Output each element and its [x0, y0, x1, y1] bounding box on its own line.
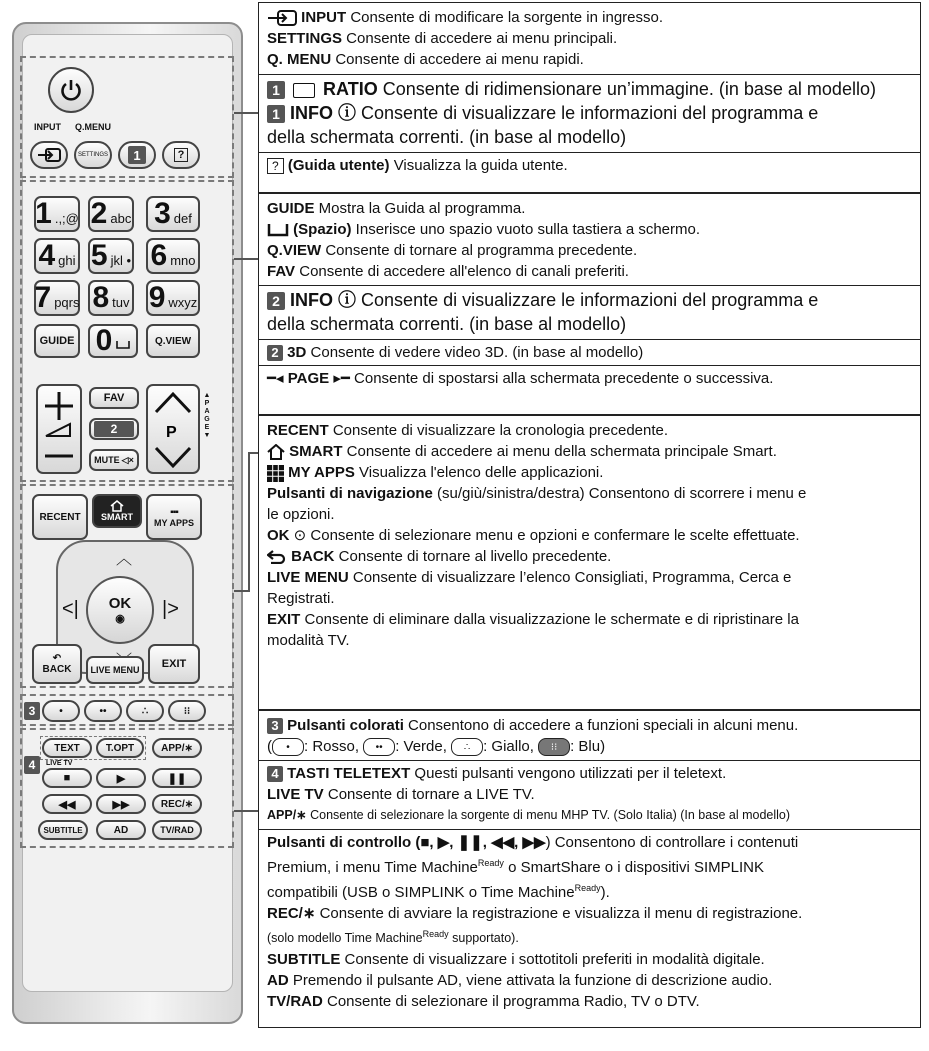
tvrad-desc: Consente di selezionare il programma Radio, TV o DTV. — [322, 993, 700, 1011]
number-key-letters: wxyz — [168, 294, 198, 310]
settings-desc: Consente di accedere ai menu principali. — [342, 30, 618, 47]
back-desc: Consente di tornare al livello precedente. — [334, 548, 612, 565]
control-desc-4: compatibili (USB o SIMPLINK o Time Machine — [267, 884, 575, 901]
ready-sup: Ready — [477, 858, 504, 868]
control-desc-2: Premium, i menu Time Machine — [267, 859, 478, 876]
input-button[interactable] — [30, 141, 68, 169]
desc-input — [267, 7, 912, 28]
nav-left-icon[interactable]: <| — [62, 598, 79, 620]
channel-rocker[interactable] — [146, 384, 200, 474]
back-term: BACK — [291, 548, 335, 565]
home-icon — [267, 444, 285, 460]
number-key-digit: 1 — [35, 197, 52, 230]
qmenu-label: Q.MENU — [75, 122, 111, 132]
teletext-term: TASTI TELETEXT — [287, 765, 411, 782]
teletext-desc: Questi pulsanti vengono utilizzati per il teletext. — [410, 765, 727, 782]
desc-page — [267, 368, 912, 389]
desc-ad — [267, 970, 912, 991]
page-term: PAGE — [287, 370, 330, 387]
badge-1: 1 — [128, 146, 146, 164]
live-desc: Consente di visualizzare l’elenco Consigliati, Programma, Cerca e — [348, 569, 792, 586]
yellow-button-icon: ∴ — [451, 738, 483, 756]
number-key-letters: ghi — [58, 252, 76, 268]
desc-qview — [267, 240, 912, 261]
livemenu-label: LIVE MENU — [90, 665, 140, 675]
qview-label: Q.VIEW — [154, 335, 192, 347]
ok-desc: Consente di selezionare menu e opzioni e confermare le scelte effettuate. — [306, 527, 800, 544]
space-icon — [267, 223, 289, 237]
power-button[interactable] — [48, 67, 94, 113]
apps-grid-icon: ▪▪▪ — [170, 506, 178, 518]
number-key-digit: 9 — [148, 281, 166, 314]
page-label: PAGE — [204, 400, 210, 431]
number-key-4[interactable] — [34, 238, 80, 274]
subtitle-label: SUBTITLE — [43, 825, 83, 835]
pause-button[interactable] — [152, 768, 202, 788]
ratio-icon — [293, 83, 315, 98]
recent-button[interactable] — [32, 494, 88, 540]
ready-sup: Ready — [422, 929, 449, 939]
number-key-1[interactable] — [34, 196, 80, 232]
number-key-letters: mno — [170, 252, 196, 268]
desc-userguide — [267, 155, 912, 177]
input-term: INPUT — [301, 9, 347, 26]
ready-sup: Ready — [574, 883, 601, 893]
livetv-desc: Consente di tornare a LIVE TV. — [323, 786, 535, 803]
fav-button[interactable] — [89, 387, 139, 409]
number-key-digit: 4 — [38, 239, 56, 272]
desc-nav-2: le opzioni. — [267, 506, 335, 523]
page-desc: Consente di spostarsi alla schermata precedente o successiva. — [349, 370, 774, 387]
recent-term: RECENT — [267, 422, 329, 439]
input-icon — [267, 10, 297, 26]
desc-qmenu — [267, 49, 912, 70]
number-key-digit: 5 — [90, 239, 108, 272]
separator — [259, 74, 920, 75]
ok-term: OK — [267, 527, 290, 544]
fav-term: FAV — [267, 263, 296, 280]
number-key-9[interactable] — [146, 280, 200, 316]
green-button[interactable]: •• — [84, 700, 122, 722]
number-key-digit: 6 — [150, 239, 168, 272]
ad-term: AD — [267, 972, 289, 990]
desc-control — [267, 832, 912, 853]
tvrad-label: TV/RAD — [160, 825, 194, 835]
page-down-arrow: ▼ — [203, 432, 211, 439]
desc-exit — [267, 609, 912, 630]
page-side-label — [202, 392, 212, 440]
qmenu-term: Q. MENU — [267, 51, 332, 68]
channel-icon — [148, 386, 198, 472]
colored-desc: Consentono di accedere a funzioni speciali in alcuni menu. — [403, 717, 799, 734]
desc-recent — [267, 420, 912, 441]
connector-2 — [234, 258, 258, 260]
ok-label: OK — [108, 595, 132, 612]
ratio-desc: Consente di ridimensionare un’immagine. (in base al modello) — [377, 79, 876, 99]
number2-function-button[interactable] — [89, 418, 139, 440]
page-right-arrow-icon: ▸━ — [333, 370, 350, 387]
rec-label: REC/∗ — [160, 798, 194, 810]
number-key-letters: .,;@ — [54, 210, 79, 226]
live-term: LIVE MENU — [267, 569, 349, 586]
ok-dot-icon: ◉ — [115, 613, 125, 625]
separator — [259, 285, 920, 286]
myapps-button[interactable] — [146, 494, 202, 540]
userguide-term: (Guida utente) — [287, 157, 390, 174]
desc-control-2 — [267, 853, 912, 878]
recent-label: RECENT — [39, 511, 81, 523]
tvrad-button[interactable] — [152, 820, 202, 840]
input-label: INPUT — [34, 122, 61, 132]
badge-2: 2 — [267, 345, 283, 361]
desc-settings — [267, 28, 912, 49]
desc-control-3 — [267, 878, 912, 903]
connector-1 — [234, 112, 258, 114]
zero-button[interactable] — [88, 324, 138, 358]
yellow-desc: : Giallo, — [483, 738, 539, 755]
back-button[interactable] — [32, 644, 82, 684]
rec-term: REC/∗ — [267, 905, 316, 922]
livetv-label: LIVE TV — [46, 760, 73, 767]
info-desc: Consente di visualizzare le informazioni del programma e — [356, 103, 819, 123]
pause-icon: ❚❚ — [167, 772, 187, 785]
myapps-label: MY APPS — [153, 517, 194, 528]
badge-1: 1 — [267, 81, 285, 99]
mute-button[interactable] — [89, 449, 139, 471]
badge-4: 4 — [267, 766, 283, 782]
number-key-letters: def — [173, 210, 192, 226]
help-icon: ? — [267, 158, 284, 174]
desc-app — [267, 805, 912, 826]
number-key-3[interactable] — [146, 196, 200, 232]
guide-term: GUIDE — [267, 200, 315, 217]
number-key-letters: jkl • — [110, 252, 132, 268]
info-icon: ⓘ — [338, 103, 357, 123]
settings-button[interactable] — [74, 141, 112, 169]
recent-desc: Consente di visualizzare la cronologia precedente. — [328, 422, 669, 439]
desc-info2-2: della schermata correnti. (in base al modello) — [267, 314, 627, 334]
ad-button[interactable] — [96, 820, 146, 840]
control-desc-3: o SmartShare o i dispositivi SIMPLINK — [503, 859, 765, 876]
number-key-2[interactable] — [88, 196, 134, 232]
tvrad-term: TV/RAD — [267, 993, 323, 1011]
back-icon: ↶ — [52, 653, 62, 664]
badge-4: 4 — [24, 756, 40, 774]
red-button-icon: • — [272, 738, 304, 756]
desc-ok — [267, 525, 912, 546]
smart-term: SMART — [289, 443, 343, 460]
number-key-digit: 8 — [92, 281, 110, 314]
badge-2: 2 — [94, 421, 134, 437]
desc-colors: ( • : Rosso, •• : Verde, ∴ : Giallo, ⁝⁝ : Blu) — [267, 738, 606, 755]
help-button[interactable] — [162, 141, 200, 169]
volume-icon — [38, 386, 80, 472]
blue-button[interactable]: ⁝⁝ — [168, 700, 206, 722]
forward-button[interactable] — [96, 794, 146, 814]
control-desc: ) Consentono di controllare i contenuti — [545, 834, 799, 851]
volume-rocker[interactable] — [36, 384, 82, 474]
desc-space — [267, 219, 912, 240]
desc-rec — [267, 903, 912, 924]
badge-3: 3 — [24, 702, 40, 720]
text-button[interactable] — [42, 738, 92, 758]
number1-function-button[interactable] — [118, 141, 156, 169]
ad-desc: Premendo il pulsante AD, viene attivata la funzione di descrizione audio. — [288, 972, 773, 990]
myapps-desc: Visualizza l'elenco delle applicazioni. — [354, 464, 604, 481]
rewind-icon: ◀◀ — [58, 798, 76, 811]
badge-3: 3 — [267, 718, 283, 734]
topt-label: T.OPT — [105, 742, 135, 754]
guide-desc: Mostra la Guida al programma. — [314, 200, 526, 217]
app-label: APP/∗ — [161, 742, 193, 754]
desc-smart — [267, 441, 912, 462]
separator — [259, 339, 920, 340]
number-key-8[interactable] — [88, 280, 134, 316]
control-icons: (■, ▶, ❚❚, ◀◀, ▶▶ — [415, 834, 546, 851]
green-desc: : Verde, — [395, 738, 452, 755]
desc-exit-2: modalità TV. — [267, 632, 350, 649]
exit-label: EXIT — [161, 658, 187, 670]
number-key-6[interactable] — [146, 238, 200, 274]
red-button[interactable]: • — [42, 700, 80, 722]
callout-panel-top — [258, 2, 921, 193]
smart-label: SMART — [101, 512, 133, 522]
rewind-button[interactable] — [42, 794, 92, 814]
number-key-letters: pqrs — [54, 294, 80, 310]
ok-button[interactable] — [86, 576, 154, 644]
page-up-arrow: ▲ — [203, 392, 211, 399]
separator — [259, 152, 920, 153]
rec-desc: Consente di avviare la registrazione e visualizza il menu di registrazione. — [315, 905, 803, 922]
input-icon — [37, 148, 61, 162]
number-key-letters: tuv — [112, 294, 130, 310]
guide-label: GUIDE — [39, 335, 75, 347]
desc-live-2: Registrati. — [267, 590, 335, 607]
number-key-5[interactable] — [88, 238, 134, 274]
desc-live — [267, 567, 912, 588]
subtitle-desc: Consente di visualizzare i sottotitoli preferiti in modalità digitale. — [340, 951, 765, 969]
fav-desc: Consente di accedere all'elenco di canali preferiti. — [295, 263, 629, 280]
power-icon — [58, 77, 84, 103]
desc-nav — [267, 483, 912, 504]
desc-info — [267, 101, 912, 125]
desc-fav — [267, 261, 912, 282]
callout-panel-playback — [258, 710, 921, 1028]
nav-up-icon[interactable]: ︿ — [116, 551, 133, 568]
desc-ratio — [267, 77, 912, 101]
app-button[interactable] — [152, 738, 202, 758]
number-key-digit: 7 — [34, 281, 52, 314]
exit-term: EXIT — [267, 611, 301, 628]
home-icon — [110, 500, 124, 512]
qview-term: Q.VIEW — [267, 242, 322, 259]
nav-term: Pulsanti di navigazione — [267, 485, 433, 502]
separator — [259, 365, 920, 366]
subtitle-button[interactable] — [38, 820, 88, 840]
subtitle-term: SUBTITLE — [267, 951, 341, 969]
myapps-term: MY APPS — [288, 464, 355, 481]
nav-right-icon[interactable]: |> — [162, 598, 179, 620]
space-icon — [116, 340, 130, 350]
app-desc: Consente di selezionare la sorgente di menu MHP TV. (Solo Italia) (In base al modello) — [306, 808, 791, 822]
mute-label: MUTE — [94, 455, 120, 465]
green-button-icon: •• — [363, 738, 395, 756]
desc-livetv — [267, 784, 912, 805]
number-key-digit: 3 — [154, 197, 171, 230]
play-icon: ▶ — [116, 772, 126, 785]
desc-myapps — [267, 462, 912, 483]
separator — [259, 829, 920, 830]
back-icon — [267, 550, 287, 564]
smart-button[interactable] — [92, 494, 142, 528]
badge-1: 1 — [267, 105, 285, 123]
blue-desc: : Blu) — [570, 738, 606, 755]
help-icon: ? — [174, 148, 189, 162]
desc-info-2: della schermata correnti. (in base al modello) — [267, 127, 627, 147]
red-desc: : Rosso, — [304, 738, 364, 755]
livetv-term: LIVE TV — [267, 786, 324, 803]
text-label: TEXT — [54, 742, 80, 754]
callout-panel-numbers — [258, 193, 921, 415]
connector-4 — [234, 810, 258, 812]
desc-3d — [267, 342, 912, 363]
qview-desc: Consente di tornare al programma precedente. — [321, 242, 638, 259]
userguide-desc: Visualizza la guida utente. — [389, 157, 568, 174]
exit-desc: Consente di eliminare dalla visualizzazione le schermate e di ripristinare la — [300, 611, 799, 628]
play-button[interactable] — [96, 768, 146, 788]
colored-term: Pulsanti colorati — [287, 717, 404, 734]
rec-button[interactable] — [152, 794, 202, 814]
fav-label: FAV — [103, 392, 125, 404]
desc-info2 — [267, 288, 912, 312]
settings-term: SETTINGS — [267, 30, 343, 47]
qview-button[interactable] — [146, 324, 200, 358]
svg-text:P: P — [166, 424, 177, 441]
space-term: (Spazio) — [293, 221, 352, 238]
desc-back — [267, 546, 912, 567]
exit-button[interactable] — [148, 644, 200, 684]
control-desc-5: ). — [600, 884, 610, 901]
settings-label: SETTINGS — [77, 152, 108, 158]
apps-grid-icon — [267, 465, 284, 482]
rec-desc-2: (solo modello Time Machine — [267, 931, 423, 946]
callout-panel-navigation — [258, 415, 921, 710]
nav-desc: (su/giù/sinistra/destra) Consentono di scorrere i menu e — [432, 485, 807, 502]
info2-term: INFO — [290, 290, 334, 310]
input-desc: Consente di modificare la sorgente in ingresso. — [346, 9, 664, 26]
guide-button[interactable] — [34, 324, 80, 358]
desc-tvrad — [267, 991, 912, 1012]
yellow-button[interactable]: ∴ — [126, 700, 164, 722]
space-desc: Inserisce uno spazio vuoto sulla tastiera a schermo. — [351, 221, 701, 238]
qmenu-desc: Consente di accedere ai menu rapidi. — [331, 51, 584, 68]
info-term: INFO — [290, 103, 334, 123]
forward-icon: ▶▶ — [112, 798, 130, 811]
app-term: APP/∗ — [267, 808, 307, 822]
smart-desc: Consente di accedere ai menu della schermata principale Smart. — [342, 443, 777, 460]
3d-term: 3D — [287, 344, 307, 361]
blue-button-icon: ⁝⁝ — [538, 738, 570, 756]
badge-2: 2 — [267, 292, 285, 310]
desc-guide — [267, 198, 912, 219]
info-icon: ⓘ — [338, 290, 357, 310]
control-term: Pulsanti di controllo — [267, 834, 412, 851]
connector-3-vertical — [248, 452, 250, 592]
desc-teletext — [267, 763, 912, 784]
number-key-letters: abc — [110, 210, 132, 226]
topt-button[interactable] — [96, 738, 144, 758]
info2-desc: Consente di visualizzare le informazioni del programma e — [356, 290, 819, 310]
back-label: BACK — [42, 664, 72, 675]
rec-desc-3: supportato). — [448, 931, 519, 946]
zero-label: 0 — [95, 324, 113, 357]
separator — [259, 760, 920, 761]
number-key-7[interactable] — [34, 280, 80, 316]
desc-subtitle — [267, 949, 912, 970]
ratio-term: RATIO — [323, 79, 378, 99]
page-left-arrow-icon: ━◂ — [267, 370, 284, 387]
ok-dot-icon: ⊙ — [293, 527, 307, 544]
stop-button[interactable] — [42, 768, 92, 788]
desc-rec-2 — [267, 924, 912, 949]
connector-3-top — [248, 452, 258, 454]
ad-label: AD — [113, 824, 129, 836]
livemenu-button[interactable] — [86, 656, 144, 684]
mute-icon: ◁× — [121, 454, 134, 465]
number-key-digit: 2 — [90, 197, 108, 230]
3d-desc: Consente di vedere video 3D. (in base al modello) — [306, 344, 644, 361]
stop-icon: ■ — [63, 772, 71, 784]
desc-colored — [267, 715, 912, 736]
